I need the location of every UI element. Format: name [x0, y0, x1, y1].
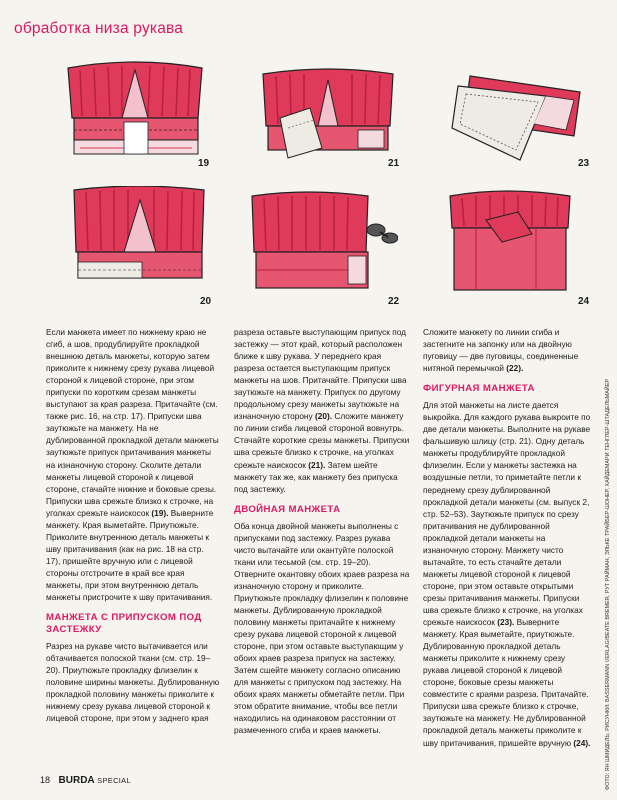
paragraph: Если манжета имеет по нижнему краю не сгиб, а шов, продублируйте прокладкой внешнюю деталь манжеты, которую затем приколите к нижнему срезу рукава лицевой стороной к лицевой стороне, при этом припуски по коротким срезам манжеты выступают за края разреза. Притачайте (см. также рис. 16, на стр. 17). Припуски шва заутюжьте на манжету. На не дублированной прокладкой детали манжеты заутюжьте припуск притачивания манжеты на изнаночную сторону. Сколите детали манжеты лицевой стороной к лицевой стороне, стачайте нижние и боковые срезы. Припуски шва срежьте близко к строчке, на уголках срежьте наискосок (19). Выверните манжету. Края выметайте. Приутюжьте. Приколите внутреннюю деталь манжеты к шву притачивания (как на рис. 18 на стр. 17), пришейте вручную или с лицевой стороны отстрочите в край все края манжеты, при этом внутреннюю деталь манжеты пристрочите к шву притачивания. [46, 327, 219, 603]
figure-19-illustration [60, 60, 210, 170]
figure-20-illustration [68, 186, 210, 296]
paragraph: Разрез на рукаве чисто вытачивается или обтачивается полоской ткани (см. стр. 19–20). Приутюжьте прокладку флизелин к половине ширины манжеты. Дублированную прокладкой половину манжеты приколите к нижнему срезу рукава лицевой стороной к лицевой стороне, при этом у заднего края [46, 641, 220, 724]
figure-number: 20 [200, 296, 212, 307]
text-column-2 [234, 326, 410, 737]
page-footer [40, 775, 131, 786]
brand-name: BURDA [58, 775, 95, 786]
section-heading: ФИГУРНАЯ МАНЖЕТА [423, 383, 535, 395]
page-number: 18 [40, 775, 51, 785]
photo-credits: ФОТО: ЯН ШМИДЕЛЬ; РИСУНКИ: BASSERMANN VERLAG/BEATE BREMER, РУТ РАЙМАН, ЭЛЬКЕ ТРАЙБЕР-ШОНЕР, ХАЙДЕМАРИ ТЕНГЛЕР-ШТАДЕЛЬМАЙЕР [605, 378, 611, 790]
figure-22-illustration [248, 190, 398, 298]
section-heading: МАНЖЕТА С ПРИПУСКОМ ПОД ЗАСТЕЖКУ [46, 612, 202, 636]
figure-number: 23 [578, 158, 590, 169]
paragraph: Для этой манжеты на листе дается выкройка. Для каждого рукава выкроите по две детали манжеты. Выполните на рукаве фальшивую шлицу (стр. 21). Одну деталь манжеты продублируйте прокладкой флизелин. Если у манжеты застежка на воздушные петли, то приметайте петли к переднему срезу дублированной прокладкой детали манжеты (см. выпуск 2, стр. 52–53). Заутюжьте припуск по срезу притачивания не дублированной прокладкой детали манжеты на изнаночную сторону. Манжету чисто вытачайте, то есть стачайте детали манжеты лицевой стороной к лицевой стороне, при этом оставьте открытыми срезы притачивания манжеты. Припуски шва срежьте близко к строчке, на уголках срежьте наискосок (23). Выверните манжету. Края выметайте, приутюжьте. Дублированную прокладкой деталь манжеты приколите к нижнему срезу рукава лицевой стороной к лицевой стороне, боковые срезы манжеты совместите с краями разреза. Притачайте. Припуски шва срежьте близко к строчке, заутюжьте на манжету. Не дублированной прокладкой деталь манжеты приколите к шву притачивания, пришейте вручную (24). [423, 400, 591, 748]
text-column-1 [46, 326, 220, 724]
figure-number: 24 [578, 296, 590, 307]
figure-24-illustration [446, 190, 576, 300]
figure-number: 22 [388, 296, 400, 307]
section-heading: ДВОЙНАЯ МАНЖЕТА [234, 503, 341, 515]
figure-23-illustration [450, 66, 590, 166]
paragraph: Оба конца двойной манжеты выполнены с припусками под застежку. Разрез рукава чисто вытачайте или окантуйте полоской ткани или тесьмой (см. стр. 19–20). Отверните окантовку обоих краев разреза на изнаночную сторону и приколите. Приутюжьте прокладку флизелин к половине манжеты. Дублированную прокладкой половину манжеты притачайте к нижнему срезу рукава лицевой стороной к лицевой стороне, при этом оставьте выступающим у обоих краев разреза припуск на застежку. Затем сшейте манжету согласно описанию для манжеты с припуском под застежку. На обоих краях манжеты обметайте петли. При этом обратите внимание, чтобы все петли находились на одинаковом расстоянии от размеченного сгиба и краев манжеты. [234, 520, 410, 736]
edition-label: SPECIAL [97, 776, 131, 785]
text-column-3 [423, 326, 593, 749]
figure-number: 21 [388, 158, 400, 169]
figure-number: 19 [198, 158, 210, 169]
paragraph: разреза оставьте выступающим припуск под застежку — этот край, который расположен ближе к шву рукава. У переднего края разреза остается выступающим припуск манжеты на шов. Притачайте. Припуски шва заутюжьте на манжету. Припуск по другому продольному срезу манжеты заутюжьте на изнаночную сторону (20). Сложите манжету по линии сгиба лицевой стороной вовнутрь. Стачайте короткие срезы манжеты. Припуски шва срежьте близко к строчке, на уголках срежьте наискосок (21). Затем шейте манжету так же, как манжету без припуска под застежку. [234, 327, 410, 494]
page-title: обработка низа рукава [14, 20, 184, 37]
paragraph: Сложите манжету по линии сгиба и застегните на запонку или на двойную пуговицу — две пуговицы, соединенные нитяной перемычкой (22). [423, 327, 579, 374]
figure-21-illustration [258, 68, 398, 168]
